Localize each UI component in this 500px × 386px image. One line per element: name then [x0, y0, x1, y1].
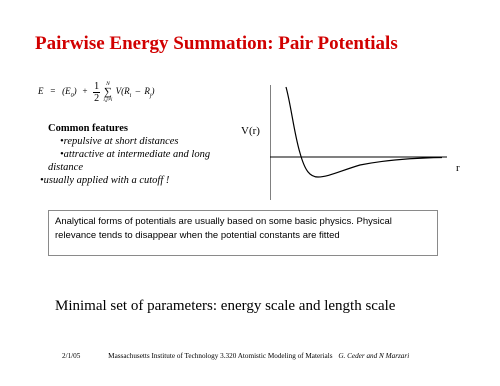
formula-minus: –: [135, 86, 141, 97]
formula-close: ): [151, 86, 155, 97]
graph-y-label: V(r): [241, 125, 260, 137]
formula-lhs: E: [38, 86, 44, 97]
potential-curve: [286, 87, 442, 177]
slide-footer: [62, 352, 409, 360]
formula-sum: [103, 80, 112, 104]
slide-title: Pairwise Energy Summation: Pair Potentials: [35, 33, 398, 54]
formula-plus: +: [81, 86, 88, 97]
pair-potential-graph: [270, 85, 450, 200]
formula-r-term: R: [144, 86, 150, 97]
formula-sum-bottom: i,j≠i: [103, 97, 113, 103]
formula-half-den: 2: [94, 92, 100, 104]
formula-i-sub: i: [129, 92, 132, 99]
feature-item: •repulsive at short distances: [60, 136, 179, 147]
formula-half: [93, 81, 100, 104]
formula-e0-close: ): [73, 86, 77, 97]
footer-course: Massachusetts Institute of Technology 3.320 Atomistic Modeling of Materials: [108, 352, 333, 360]
formula-half-num: 1: [94, 80, 100, 92]
formula-e0: (E: [62, 86, 71, 97]
formula-j-sub: j: [149, 92, 152, 99]
features-heading: Common features: [48, 123, 129, 134]
formula-equals: =: [49, 86, 56, 97]
feature-item: distance: [48, 162, 83, 173]
formula-v-term: V(R: [115, 86, 130, 97]
common-features: [40, 122, 211, 187]
feature-item: •attractive at intermediate and long: [60, 149, 211, 160]
graph-x-label: r: [456, 162, 460, 174]
note-line: relevance tends to disappear when the potential constants are fitted: [55, 230, 340, 241]
formula-sum-symbol: ∑: [103, 86, 112, 98]
formula-e0-sub: 0: [70, 92, 74, 99]
note-line: Analytical forms of potentials are usually based on some basic physics. Physical: [55, 216, 392, 227]
footer-authors: G. Ceder and N Marzari: [338, 352, 410, 360]
footer-date: 2/1/05: [62, 352, 81, 360]
feature-item: •usually applied with a cutoff !: [40, 175, 170, 186]
formula-sum-top: N: [106, 81, 110, 87]
minimal-parameters-text: Minimal set of parameters: energy scale and length scale: [55, 298, 396, 314]
physics-note-box: [48, 210, 438, 256]
energy-formula: [38, 80, 154, 104]
